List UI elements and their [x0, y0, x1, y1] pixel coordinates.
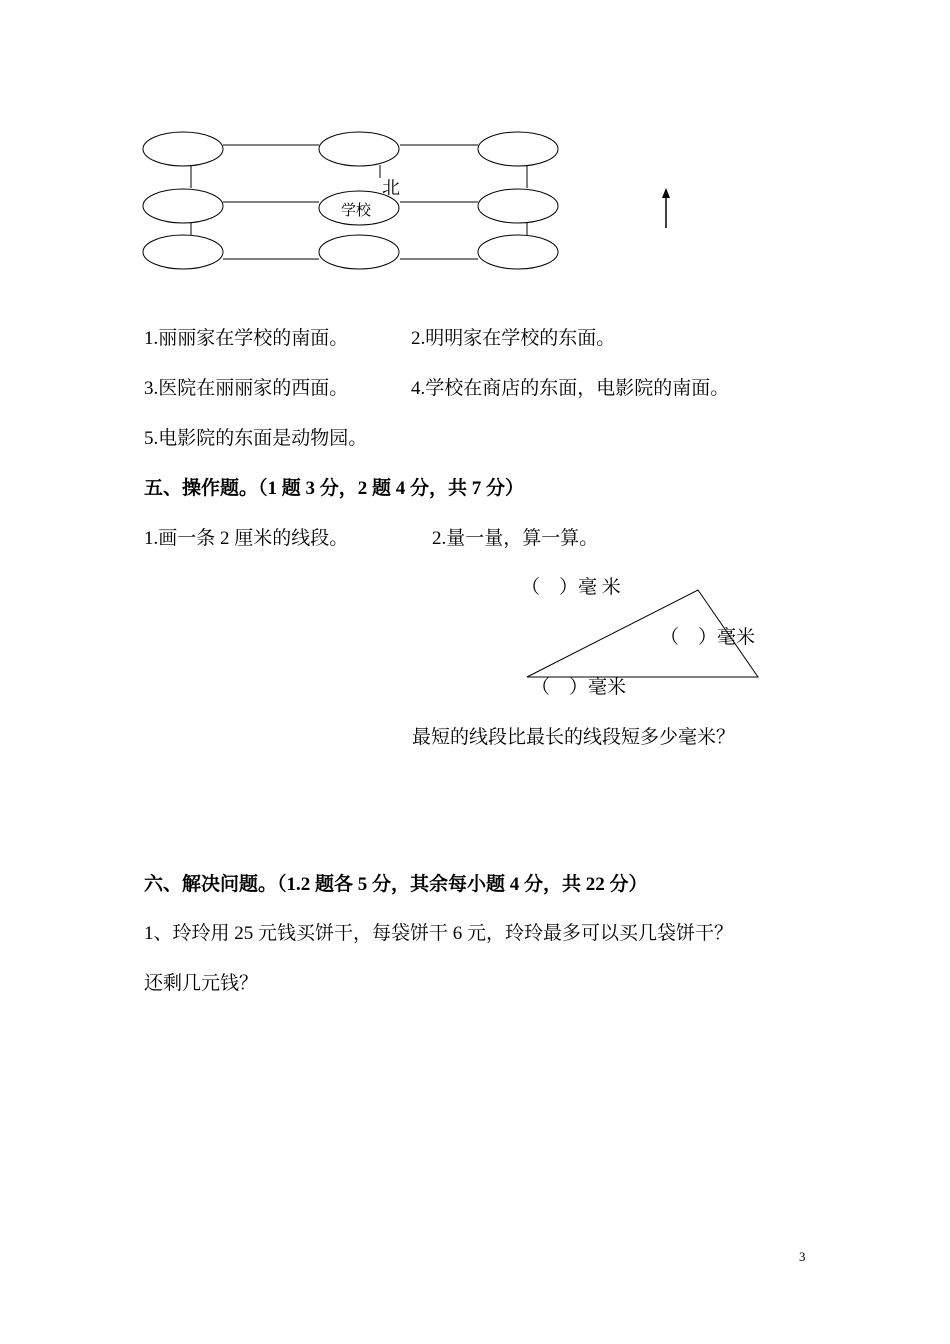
section-5-title: 五、操作题。（1 题 3 分，2 题 4 分，共 7 分） — [144, 478, 525, 499]
section-6-q1-line1: 1、玲玲用 25 元钱买饼干，每袋饼干 6 元，玲玲最多可以买几袋饼干？ — [144, 923, 734, 944]
statement-5: 5.电影院的东面是动物园。 — [144, 428, 368, 449]
section-5-q1: 1.画一条 2 厘米的线段。 — [144, 528, 349, 549]
statement-1: 1.丽丽家在学校的南面。 — [144, 328, 349, 349]
side-right-label: （ ）毫米 — [660, 627, 756, 648]
side-top-label: （ ）毫 米 — [521, 577, 621, 598]
statement-4: 4.学校在商店的东面，电影院的南面。 — [411, 378, 730, 399]
side-bottom-label: （ ）毫米 — [531, 677, 627, 698]
statement-2: 2.明明家在学校的东面。 — [411, 328, 616, 349]
measure-question: 最短的线段比最长的线段短多少毫米？ — [412, 727, 736, 748]
school-label: 学校 — [341, 203, 372, 219]
section-6-q1-line2: 还剩几元钱？ — [144, 973, 259, 994]
north-label: 北 — [382, 178, 400, 198]
statement-3: 3.医院在丽丽家的西面。 — [144, 378, 349, 399]
section-6-title: 六、解决问题。（1.2 题各 5 分，其余每小题 4 分，共 22 分） — [144, 874, 648, 895]
section-5-q2: 2.量一量，算一算。 — [432, 528, 599, 549]
page-number: 3 — [799, 1249, 806, 1264]
